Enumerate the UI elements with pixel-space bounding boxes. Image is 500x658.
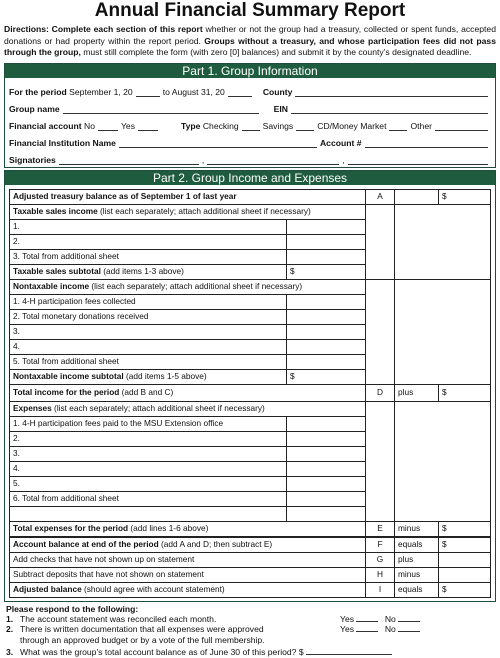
row-note: (list each separately; attach additional sheet if necessary) <box>51 403 265 414</box>
op-cell: equals <box>395 582 439 597</box>
line-item: 4. <box>10 339 287 354</box>
directions-lead: Directions: Complete each section of this report <box>4 24 203 34</box>
amount-field[interactable] <box>287 446 366 461</box>
period-start-year-field[interactable] <box>136 88 160 97</box>
row-label: Adjusted balance <box>13 584 82 595</box>
question-number: 3. <box>6 647 14 658</box>
type-checking-field[interactable] <box>242 122 260 131</box>
directions-text-2: must still complete the form (with zero [0] balances) and submit it by the county’s designated deadline. <box>80 47 472 58</box>
line-item: 2. <box>10 234 287 249</box>
line-item: 1. 4-H participation fees collected <box>10 294 287 309</box>
dollar-sign: $ <box>442 387 447 398</box>
row-letter: A <box>366 189 395 204</box>
table-row <box>10 567 491 582</box>
amount-field[interactable] <box>287 461 366 476</box>
amount-field-c[interactable] <box>287 369 366 384</box>
line-item: 1. 4-H participation fees paid to the MSU Extension office <box>10 416 287 431</box>
account-no-field[interactable] <box>98 122 118 131</box>
row-note: (add lines 1-6 above) <box>128 523 209 534</box>
type-other-field[interactable] <box>435 122 488 131</box>
period-start: September 1, 20 <box>69 86 133 97</box>
amount-field[interactable] <box>287 491 366 506</box>
amount-field-d[interactable] <box>439 384 491 401</box>
table-row <box>10 189 491 204</box>
ein-field[interactable] <box>291 105 488 114</box>
account-yes-label: Yes <box>120 120 136 131</box>
op-cell <box>395 189 439 204</box>
amount-field[interactable] <box>287 234 366 249</box>
amount-field-f[interactable] <box>439 537 491 553</box>
type-savings-field[interactable] <box>296 122 314 131</box>
line-item: 2. Total monetary donations received <box>10 309 287 324</box>
table-row <box>10 537 491 553</box>
row-letter: I <box>366 582 395 597</box>
line-item: 5. <box>10 476 287 491</box>
line-item: 3. <box>10 446 287 461</box>
county-label: County <box>262 86 293 97</box>
row-letter: E <box>366 521 395 537</box>
amount-field-i[interactable] <box>439 582 491 597</box>
row-letter: H <box>366 567 395 582</box>
row-label: Account balance at end of the period <box>13 539 159 550</box>
amount-field-e[interactable] <box>439 521 491 537</box>
dollar-sign: $ <box>290 371 295 382</box>
row-letter: G <box>366 552 395 567</box>
amount-field[interactable] <box>287 324 366 339</box>
part1-section: Part 1. Group Information For the period September 1, 20 to August 31, 20 County Group name EIN Financial account No Yes Type Checking Savings CD/Money Market Other Financial Institution Name Account # Signatories , , <box>4 63 496 168</box>
table-row <box>10 582 491 597</box>
question-text: There is written documentation that all expenses were approved <box>20 624 264 635</box>
table-row <box>10 384 491 401</box>
q1-yes-field[interactable] <box>356 614 378 622</box>
type-cd-label: CD/Money Market <box>317 120 387 131</box>
amount-field[interactable] <box>287 476 366 491</box>
institution-label: Financial Institution Name <box>9 137 116 148</box>
amount-field-a[interactable] <box>439 189 491 204</box>
line-item: 3. <box>10 324 287 339</box>
period-label: For the period <box>9 86 67 97</box>
dollar-sign: $ <box>442 191 447 202</box>
signatory-2-field[interactable] <box>207 156 339 165</box>
type-other-label: Other <box>410 120 432 131</box>
amount-field-g[interactable] <box>439 552 491 567</box>
amount-field[interactable] <box>287 431 366 446</box>
no-label: No <box>384 624 396 635</box>
yes-label: Yes <box>340 624 355 635</box>
question-3 <box>6 647 496 658</box>
row-letter: F <box>366 537 395 553</box>
signatory-3-field[interactable] <box>348 156 488 165</box>
row-label: Taxable sales subtotal <box>13 266 101 277</box>
line-item: 2. <box>10 431 287 446</box>
row-note: (add B and C) <box>119 387 174 398</box>
part1-heading: Part 1. Group Information <box>5 64 495 78</box>
income-expense-table <box>9 189 491 598</box>
dollar-sign: $ <box>442 584 447 595</box>
period-to: to August 31, 20 <box>162 86 225 97</box>
page-title: Annual Financial Summary Report <box>94 0 406 21</box>
q3-balance-field[interactable] <box>306 647 392 655</box>
part2-heading: Part 2. Group Income and Expenses <box>5 171 495 185</box>
row-label: Nontaxable income <box>13 281 90 292</box>
amount-field[interactable] <box>287 249 366 264</box>
amount-field-h[interactable] <box>439 567 491 582</box>
amount-field[interactable] <box>287 294 366 309</box>
question-1 <box>6 614 496 625</box>
row-label: Expenses <box>13 403 52 414</box>
account-label: Financial account <box>9 120 82 131</box>
table-row <box>10 552 491 567</box>
line-item: 6. Total from additional sheet <box>10 491 287 506</box>
signatories-label: Signatories <box>9 154 56 165</box>
directions-bold-2: Groups without a treasury, and whose participation fees did not pass through the group, <box>4 35 496 58</box>
type-checking-label: Checking <box>202 120 239 131</box>
table-row <box>10 521 491 537</box>
row-note: (add items 1-5 above) <box>123 371 207 382</box>
row-letter: D <box>366 384 395 401</box>
row-note: (list each separately; attach additional sheet if necessary) <box>97 206 311 217</box>
question-text: The account statement was reconciled each month. <box>20 613 217 624</box>
amount-field[interactable] <box>287 339 366 354</box>
row-label: Taxable sales income <box>13 206 98 217</box>
row-label: Add checks that have not shown up on statement <box>10 552 366 567</box>
question-2 <box>6 624 496 635</box>
directions <box>4 24 496 59</box>
account-no-label: No <box>83 120 95 131</box>
op-cell: plus <box>395 552 439 567</box>
group-name-label: Group name <box>9 103 60 114</box>
question-number: 1. <box>6 613 14 624</box>
row-label: Total income for the period <box>13 387 120 398</box>
question-text-continued: through an approved budget or by a vote of the full membership. <box>20 634 265 645</box>
table-row <box>10 204 491 219</box>
amount-field[interactable] <box>287 219 366 234</box>
signatory-1-field[interactable] <box>59 156 199 165</box>
line-item: 1. <box>10 219 287 234</box>
row-label: Adjusted treasury balance as of September 1 of last year <box>13 191 237 202</box>
type-cd-field[interactable] <box>389 122 407 131</box>
amount-field[interactable] <box>287 309 366 324</box>
account-number-label: Account # <box>319 137 362 148</box>
row-note: (should agree with account statement) <box>81 584 225 595</box>
row-label: Total expenses for the period <box>13 523 129 534</box>
dollar-sign: $ <box>290 266 295 277</box>
county-field[interactable] <box>295 88 488 97</box>
line-item: 4. <box>10 461 287 476</box>
dollar-sign: $ <box>442 523 447 534</box>
line-item: 3. Total from additional sheet <box>10 249 287 264</box>
yes-label: Yes <box>340 613 355 624</box>
op-cell: plus <box>395 384 439 401</box>
account-yes-field[interactable] <box>138 122 158 131</box>
op-cell: minus <box>395 521 439 537</box>
table-row <box>10 401 491 416</box>
institution-field[interactable] <box>119 139 317 148</box>
directions-text-1: whether or not the group had a treasury, collected or spent funds, accepted donations or had property within the report period. <box>4 24 496 46</box>
respond-section <box>6 604 496 658</box>
account-number-field[interactable] <box>365 139 488 148</box>
row-note: (list each separately; attach additional sheet if necessary) <box>89 281 303 292</box>
period-end-year-field[interactable] <box>228 88 252 97</box>
ein-label: EIN <box>273 103 288 114</box>
op-cell: minus <box>395 567 439 582</box>
row-label: Nontaxable income subtotal <box>13 371 124 382</box>
type-savings-label: Savings <box>262 120 294 131</box>
question-number: 2. <box>6 624 14 635</box>
question-text: What was the group’s total account balance as of June 30 of this period? $ <box>20 647 304 658</box>
row-note: (add items 1-3 above) <box>100 266 184 277</box>
row-note: (add A and D; then subtract E) <box>158 539 273 550</box>
type-label: Type <box>181 120 201 131</box>
q2-no-field[interactable] <box>398 624 420 632</box>
amount-field[interactable] <box>287 354 366 369</box>
q1-no-field[interactable] <box>398 614 420 622</box>
no-label: No <box>384 613 396 624</box>
part2-section <box>4 170 496 602</box>
amount-field[interactable] <box>287 416 366 431</box>
q2-yes-field[interactable] <box>356 624 378 632</box>
line-item: 5. Total from additional sheet <box>10 354 287 369</box>
respond-heading: Please respond to the following: <box>6 603 139 614</box>
row-label: Subtract deposits that have not shown on statement <box>10 567 366 582</box>
amount-field-b[interactable] <box>287 264 366 279</box>
group-name-field[interactable] <box>63 105 259 114</box>
table-row <box>10 279 491 294</box>
op-cell: equals <box>395 537 439 553</box>
dollar-sign: $ <box>442 539 447 550</box>
